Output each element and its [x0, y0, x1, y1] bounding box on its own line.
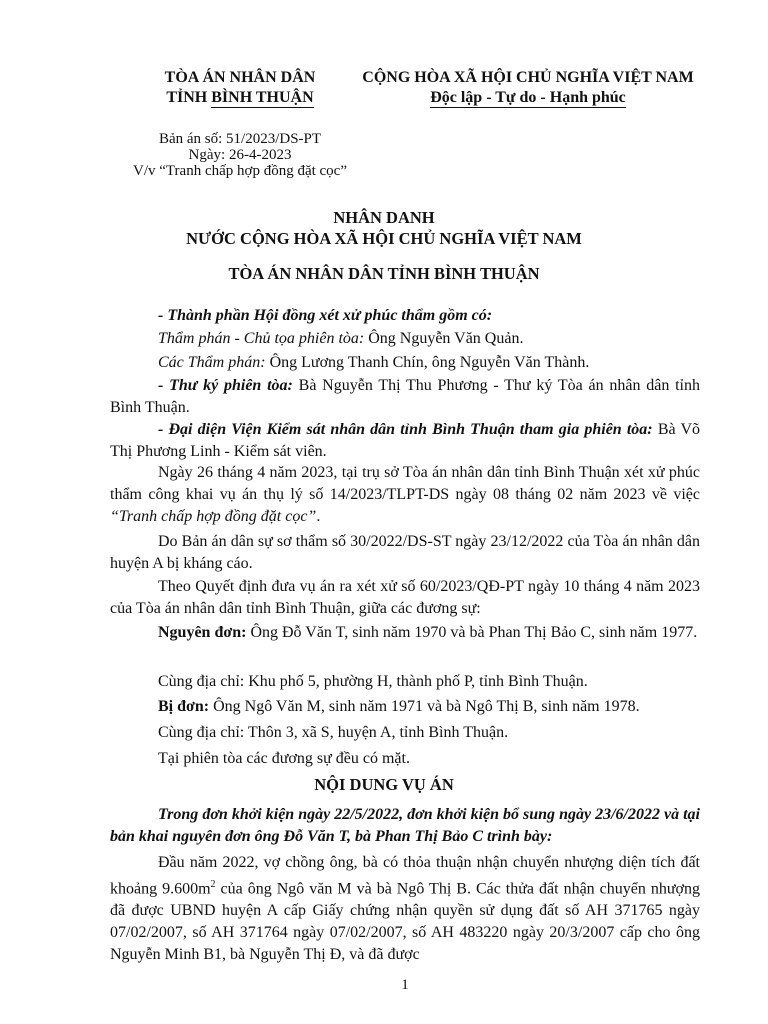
area-unit-superscript: 2 [210, 879, 216, 890]
panel-composition [110, 305, 700, 327]
presiding-judge-value: Ông Nguyễn Văn Quản. [364, 330, 524, 347]
court-clerk-label: - Thư ký phiên tòa: [158, 377, 293, 394]
paragraph-appeal: Do Bản án dân sự sơ thẩm số 30/2022/DS-ST ngày 23/12/2022 của Tòa án nhân dân huyện A bị kháng cáo. [110, 533, 700, 572]
trial-info-end: . [316, 508, 321, 525]
republic-motto-text: Độc lập - Tự do - Hạnh phúc [430, 89, 626, 106]
republic-name: CỘNG HÒA XÃ HỘI CHỦ NGHĨA VIỆT NAM [362, 69, 694, 86]
trial-info-text: Ngày 26 tháng 4 năm 2023, tại trụ sở Tòa án nhân dân tỉnh Bình Thuận xét xử phúc thẩm công khai vụ án thụ lý số 14/2023/TLPT-DS ngày 08 tháng 02 năm 2023 về việc [110, 464, 700, 503]
procuracy-representative [110, 419, 700, 463]
procuracy-label: - Đại diện Viện Kiểm sát nhân dân tỉnh Bình Thuận tham gia phiên tòa: [158, 421, 653, 438]
court-name-line2-underlined: BÌNH THUẬN [211, 89, 314, 106]
plaintiff [110, 622, 700, 644]
case-subject: V/v “Tranh chấp hợp đồng đặt cọc” [133, 163, 347, 179]
land-transfer-text-b: của ông Ngô văn M và bà Ngô Thị B. Các thửa đất nhận chuyển nhượng đã được UBND huyện A cấp Giấy chứng nhận quyền sử dụng đất số AH 371765 ngày 07/02/2007, số AH 371764 ngày 07/02/2007, số AH 483220 ngày 20/3/2007 cấp cho ông Nguyễn Minh B1, bà Nguyễn Thị Đ, và đã được [110, 880, 700, 964]
court-name-line2-prefix: TỈNH [166, 89, 212, 106]
court-name-line2 [150, 89, 330, 107]
plaintiff-address: Cùng địa chỉ: Khu phố 5, phường H, thành phố P, tỉnh Bình Thuận. [158, 673, 588, 690]
defendant [110, 696, 700, 718]
court-full-title: TÒA ÁN NHÂN DÂN TỈNH BÌNH THUẬN [228, 264, 540, 283]
republic-full-title: NƯỚC CỘNG HÒA XÃ HỘI CHỦ NGHĨA VIỆT NAM [186, 229, 582, 248]
case-date: Ngày: 26-4-2023 [188, 147, 292, 163]
presiding-judge [110, 328, 700, 350]
paragraph-decision: Theo Quyết định đưa vụ án ra xét xử số 60/2023/QĐ-PT ngày 10 tháng 4 năm 2023 của Tòa án nhân dân tỉnh Bình Thuận, giữa các đương sự: [110, 578, 700, 617]
paragraph-trial-info [110, 462, 700, 528]
defendant-address: Cùng địa chỉ: Thôn 3, xã S, huyện A, tỉnh Bình Thuận. [158, 724, 509, 741]
plaintiff-label: Nguyên đơn: [158, 624, 247, 641]
parties-presence: Tại phiên tòa các đương sự đều có mặt. [158, 750, 410, 767]
panel-judges-label: Các Thẩm phán: [158, 354, 266, 371]
court-clerk-value: Bà Nguyễn Thị Thu Phương - Thư ký Tòa án nhân dân tỉnh Bình Thuận. [110, 377, 700, 416]
in-name-title: NHÂN DANH [333, 208, 435, 227]
defendant-value: Ông Ngô Văn M, sinh năm 1971 và bà Ngô Thị B, sinh năm 1978. [209, 698, 640, 715]
panel-judges [110, 352, 700, 374]
page-number: 1 [401, 977, 409, 993]
panel-judges-value: Ông Lương Thanh Chín, ông Nguyễn Văn Thành. [265, 354, 590, 371]
defendant-label: Bị đơn: [158, 698, 210, 715]
content-heading: NỘI DUNG VỤ ÁN [314, 775, 454, 794]
trial-info-case-type: “Tranh chấp hợp đồng đặt cọc” [110, 508, 317, 525]
court-clerk [110, 375, 700, 419]
claim-intro [110, 804, 700, 848]
republic-motto [352, 89, 704, 107]
panel-composition-text: - Thành phần Hội đồng xét xử phúc thẩm gồm có: [158, 307, 493, 324]
land-transfer-text-a: Đầu năm 2022, vợ chồng ông, bà có thỏa thuận nhận chuyển nhượng diện tích đất khoảng 9.600m [110, 854, 700, 898]
claim-intro-text: Trong đơn khởi kiện ngày 22/5/2022, đơn khởi kiện bổ sung ngày 23/6/2022 và tại bản khai nguyên đơn ông Đỗ Văn T, bà Phan Thị Bảo C trình bày: [110, 806, 700, 845]
court-name-line1: TÒA ÁN NHÂN DÂN [164, 69, 316, 86]
procuracy-value: Bà Võ Thị Phương Linh - Kiểm sát viên. [110, 421, 701, 460]
case-number: Bản án số: 51/2023/DS-PT [158, 131, 322, 147]
presiding-judge-label: Thẩm phán - Chủ tọa phiên tòa: [158, 330, 365, 347]
plaintiff-value: Ông Đỗ Văn T, sinh năm 1970 và bà Phan Thị Bảo C, sinh năm 1977. [246, 624, 698, 641]
paragraph-land-transfer [110, 852, 700, 966]
